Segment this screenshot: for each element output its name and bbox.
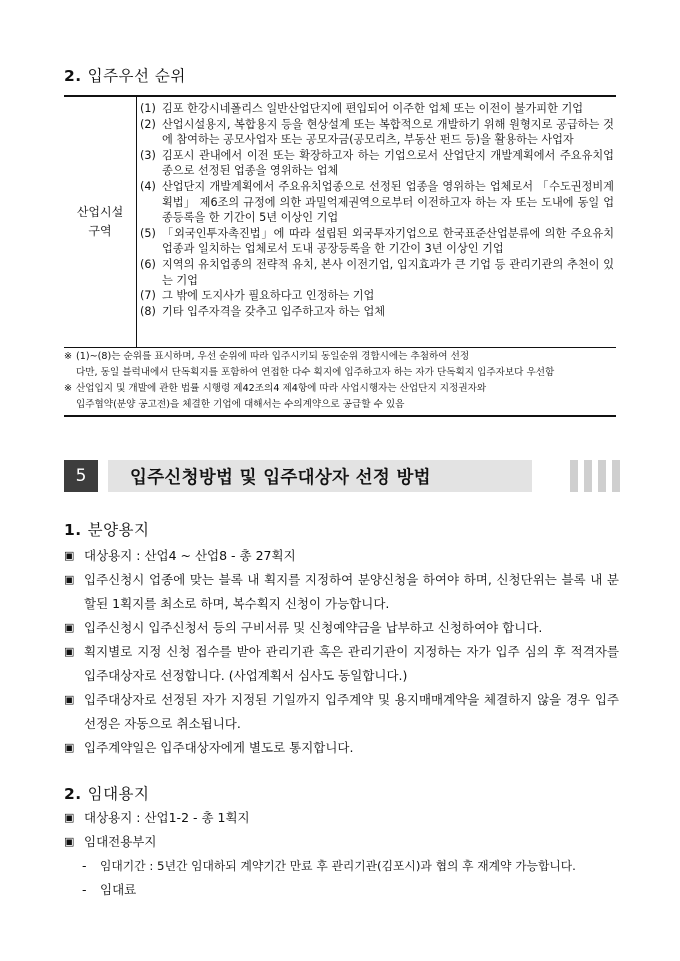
priority-item-number: (8) (140, 304, 156, 318)
priority-item-number: (4) (140, 179, 156, 193)
priority-row-label-line: 산업시설 (76, 205, 124, 219)
priority-heading-number: 2. (64, 67, 82, 85)
priority-item-number: (2) (140, 117, 156, 131)
priority-notes (64, 349, 616, 417)
sale-item-text: 입주계약일은 입주대상자에게 별도로 통지합니다. (84, 740, 354, 755)
priority-heading-title: 입주우선 순위 (87, 67, 186, 85)
priority-item-text: 지역의 유치업종의 전략적 유치, 본사 이전기업, 입지효과가 큰 기업 등 관리기관의 추천이 있는 기업 (162, 257, 614, 287)
priority-item (140, 304, 614, 320)
priority-item (140, 226, 614, 257)
sale-heading (64, 518, 150, 540)
sale-heading-title: 분양용지 (87, 521, 150, 539)
note-text: 다만, 동일 블럭내에서 단독획지를 포함하여 연접한 다수 획지에 입주하고자 하는 자가 단독획지 입주자보다 우선함 (76, 367, 555, 378)
stripe (570, 460, 578, 492)
priority-item (140, 179, 614, 226)
note-line (64, 381, 616, 397)
priority-item-number: (5) (140, 226, 156, 240)
priority-item-text: 기타 입주자격을 갖추고 입주하고자 하는 업체 (162, 304, 386, 318)
priority-item (140, 148, 614, 179)
square-bullet-icon: ▣ (64, 549, 75, 562)
lease-list-item (64, 806, 619, 830)
priority-item-number: (7) (140, 289, 156, 303)
section-5-banner (64, 460, 616, 492)
priority-item-text: 산업시설용지, 복합용지 등을 현상설계 또는 복합적으로 개발하기 위해 원형지로 공급하는 것에 참여하는 공모사업자 또는 공모자금(공모리츠, 부동산 펀드 등)을 활용하는 사업자 (162, 117, 614, 147)
note-line (64, 397, 616, 413)
priority-heading (64, 64, 186, 86)
lease-heading-title: 임대용지 (87, 785, 150, 803)
lease-sub-item (64, 878, 619, 902)
sale-list-item (64, 688, 619, 736)
square-bullet-icon: ▣ (64, 835, 75, 848)
stripe (598, 460, 606, 492)
note-text: (1)~(8)는 순위를 표시하며, 우선 순위에 따라 입주시키되 동일순위 경합시에는 추첨하여 선정 (76, 351, 470, 362)
priority-item-number: (1) (140, 102, 156, 115)
priority-item (140, 117, 614, 148)
priority-item-number: (3) (140, 148, 156, 162)
priority-table (64, 95, 616, 348)
priority-item-text: 김포 한강시네폴리스 일반산업단지에 편입되어 이주한 업체 또는 이전이 불가피한 기업 (162, 102, 584, 115)
square-bullet-icon: ▣ (64, 645, 75, 658)
sale-item-text: 입주대상자로 선정된 자가 지정된 기일까지 입주계약 및 용지매매계약을 체결하지 않을 경우 입주선정은 자동으로 취소됩니다. (84, 692, 619, 731)
note-text: 입주협약(분양 공고전)을 체결한 기업에 대해서는 수의계약으로 공급할 수 있음 (76, 399, 405, 410)
sale-list (64, 544, 619, 760)
priority-item-text: 산업단지 개발계획에서 주요유치업종으로 선정된 업종을 영위하는 업체로서 「수도권정비계획법」 제6조의 규정에 의한 과밀억제권역으로부터 이전하고자 하는 자 또는 도내에 동일 업종등록을 한 기간이 5년 이상인 기업 (162, 179, 614, 225)
sale-list-item (64, 616, 619, 640)
priority-list (140, 101, 614, 319)
section-5-title: 입주신청방법 및 입주대상자 선정 방법 (130, 467, 431, 488)
priority-item-number: (6) (140, 257, 156, 271)
sale-heading-number: 1. (64, 521, 82, 539)
dash-bullet: - (82, 858, 87, 873)
lease-item-text: 임대전용부지 (84, 834, 157, 849)
stripe (584, 460, 592, 492)
priority-item (140, 257, 614, 288)
priority-item-text: 「외국인투자촉진법」에 따라 설립된 외국투자기업으로 한국표준산업분류에 의한 주요유치업종과 일치하는 업체로서 도내 공장등록을 한 기간이 3년 이상인 기업 (162, 226, 614, 256)
section-5-number: 5 (64, 460, 98, 492)
lease-list-item (64, 830, 619, 854)
lease-sub-item-text: 임대료 (100, 882, 137, 897)
priority-item-text: 그 밖에 도지사가 필요하다고 인정하는 기업 (162, 289, 375, 303)
sale-list-item (64, 568, 619, 616)
lease-heading (64, 782, 150, 804)
priority-row-label-line: 구역 (88, 224, 112, 238)
sale-list-item (64, 544, 619, 568)
sale-item-text: 입주신청시 입주신청서 등의 구비서류 및 신청예약금을 납부하고 신청하여야 합니다. (84, 620, 543, 635)
lease-list (64, 806, 619, 902)
square-bullet-icon: ▣ (64, 573, 75, 586)
note-mark: ※ (64, 383, 73, 394)
square-bullet-icon: ▣ (64, 811, 75, 824)
square-bullet-icon: ▣ (64, 741, 75, 754)
note-text: 산업입지 및 개발에 관한 법률 시행령 제42조의4 제4항에 따라 사업시행자는 산업단지 지정권자와 (76, 383, 487, 394)
priority-item (140, 288, 614, 304)
decorative-stripes (570, 460, 626, 492)
lease-sub-item-text: 임대기간 : 5년간 임대하되 계약기간 만료 후 관리기관(김포시)과 협의 후 재계약 가능합니다. (100, 859, 576, 873)
priority-item-text: 김포시 관내에서 이전 또는 확장하고자 하는 기업으로서 산업단지 개발계획에서 주요유치업종으로 선정된 업종을 영위하는 업체 (162, 148, 614, 178)
sale-item-text: 획지별로 지정 신청 접수를 받아 관리기관 혹은 관리기관이 지정하는 자가 입주 심의 후 적격자를 입주대상자로 선정합니다. (사업계획서 심사도 동일합니다.) (84, 644, 619, 683)
stripe (612, 460, 620, 492)
note-line (64, 365, 616, 381)
sale-list-item (64, 640, 619, 688)
dash-bullet: - (82, 882, 87, 897)
note-mark: ※ (64, 351, 73, 362)
priority-item (140, 101, 614, 117)
note-line (64, 349, 616, 365)
square-bullet-icon: ▣ (64, 621, 75, 634)
priority-row-label (64, 97, 137, 347)
lease-item-text: 대상용지 : 산업1-2 - 총 1획지 (84, 810, 250, 825)
sale-list-item (64, 736, 619, 760)
lease-sub-item (64, 854, 619, 878)
sale-item-text: 입주신청시 업종에 맞는 블록 내 획지를 지정하여 분양신청을 하여야 하며, 신청단위는 블록 내 분할된 1획지를 최소로 하며, 복수획지 신청이 가능합니다. (84, 572, 619, 611)
sale-item-text: 대상용지 : 산업4 ~ 산업8 - 총 27획지 (84, 548, 296, 563)
square-bullet-icon: ▣ (64, 693, 75, 706)
lease-heading-number: 2. (64, 785, 82, 803)
